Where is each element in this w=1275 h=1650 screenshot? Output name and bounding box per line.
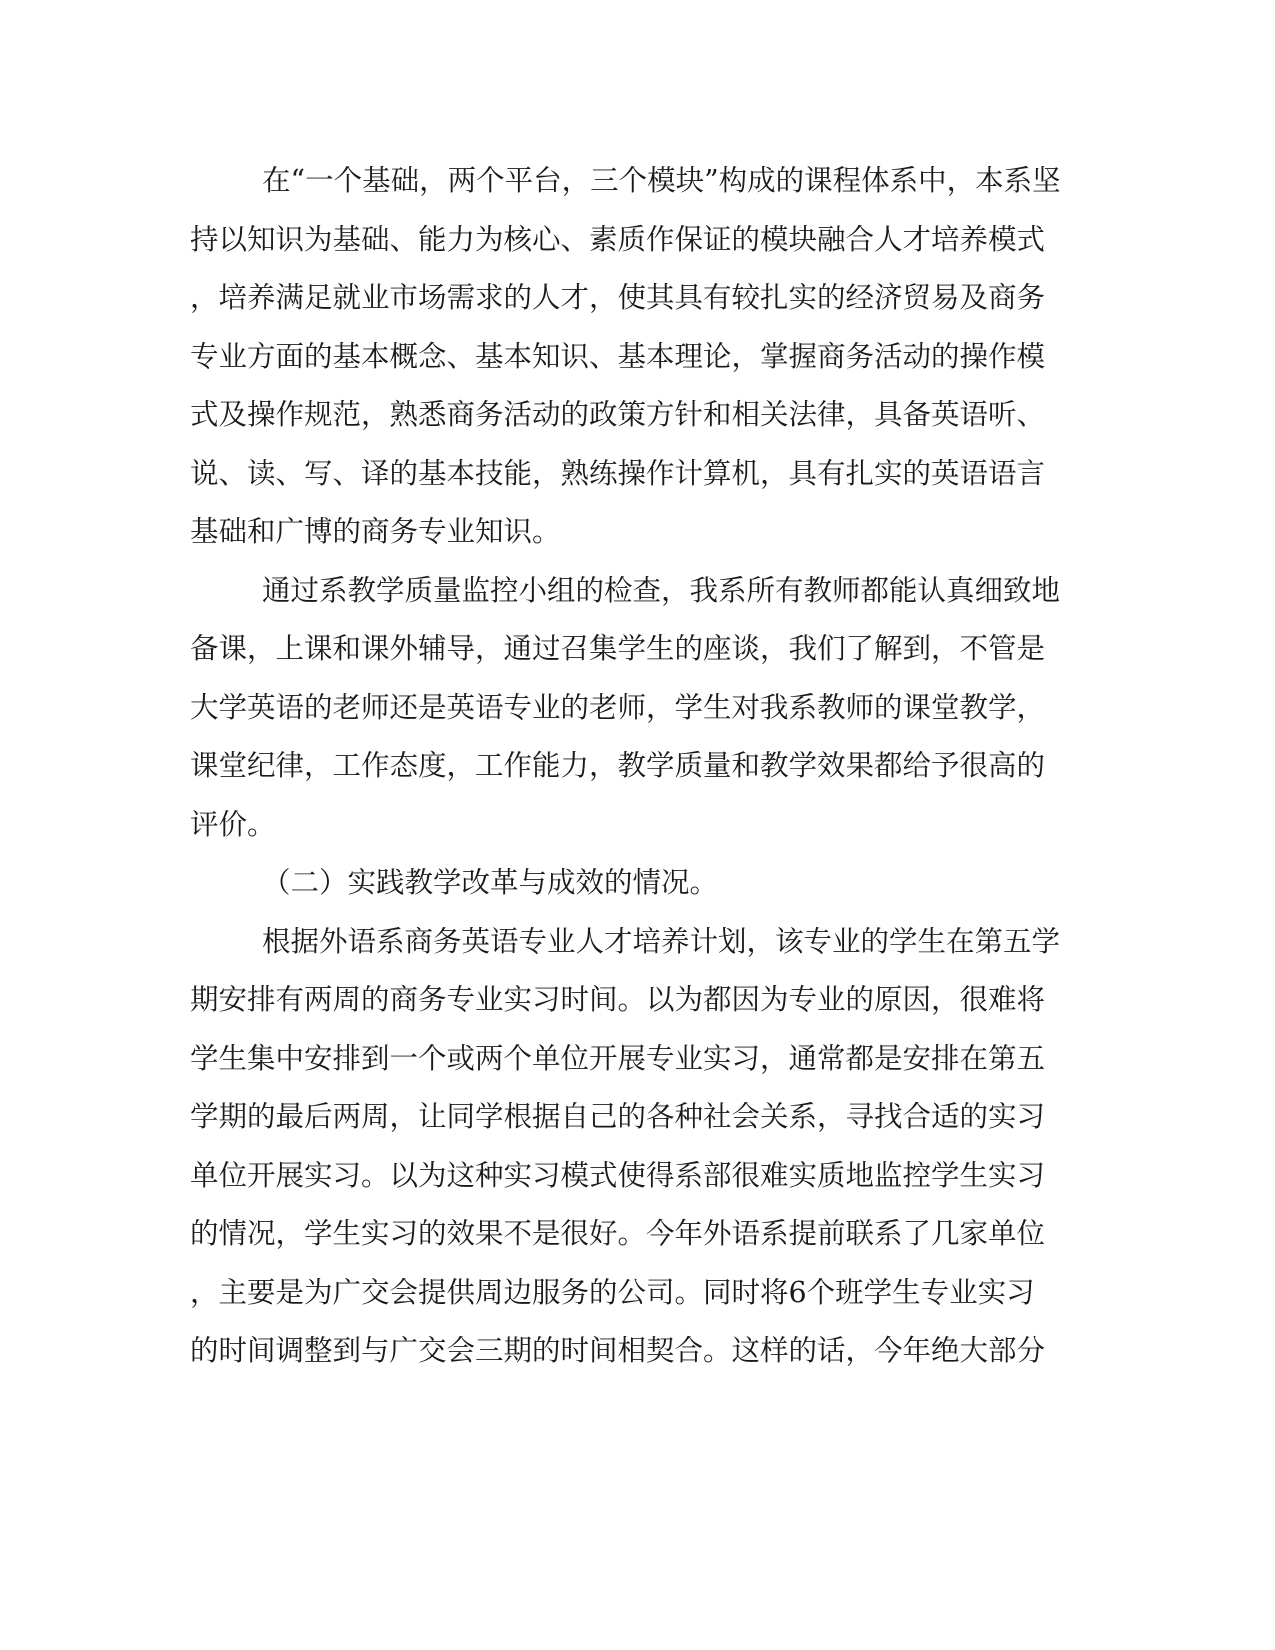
paragraph-1-line-7: 基础和广博的商务专业知识。 <box>190 515 561 548</box>
paragraph-1-line-4: 专业方面的基本概念、基本知识、基本理论，掌握商务活动的操作模 <box>190 340 1046 373</box>
paragraph-2-line-3: 大学英语的老师还是英语专业的老师，学生对我系教师的课堂教学， <box>190 691 1046 724</box>
paragraph-3-line-2: 期安排有两周的商务专业实习时间。以为都因为专业的原因，很难将 <box>190 983 1046 1016</box>
section-heading: （二）实践教学改革与成效的情况。 <box>262 866 719 899</box>
paragraph-1-line-6: 说、读、写、译的基本技能，熟练操作计算机，具有扎实的英语语言 <box>190 457 1046 490</box>
paragraph-3-line-3: 学生集中安排到一个或两个单位开展专业实习，通常都是安排在第五 <box>190 1042 1046 1075</box>
paragraph-2-line-5: 评价。 <box>190 808 276 841</box>
paragraph-1-line-3: ，培养满足就业市场需求的人才，使其具有较扎实的经济贸易及商务 <box>190 281 1046 314</box>
paragraph-3-line-4: 学期的最后两周，让同学根据自己的各种社会关系，寻找合适的实习 <box>190 1100 1046 1133</box>
paragraph-2-line-2: 备课，上课和课外辅导，通过召集学生的座谈，我们了解到，不管是 <box>190 632 1046 665</box>
paragraph-3-line-5: 单位开展实习。以为这种实习模式使得系部很难实质地监控学生实习 <box>190 1159 1046 1192</box>
paragraph-1-line-1: 在“一个基础，两个平台，三个模块”构成的课程体系中，本系坚 <box>262 164 1061 197</box>
paragraph-1-line-2: 持以知识为基础、能力为核心、素质作保证的模块融合人才培养模式 <box>190 223 1046 256</box>
paragraph-3-line-8: 的时间调整到与广交会三期的时间相契合。这样的话，今年绝大部分 <box>190 1334 1046 1367</box>
paragraph-3-line-7: ，主要是为广交会提供周边服务的公司。同时将6个班学生专业实习 <box>190 1276 1035 1309</box>
paragraph-2-line-1: 通过系教学质量监控小组的检查，我系所有教师都能认真细致地 <box>262 574 1061 607</box>
paragraph-2-line-4: 课堂纪律，工作态度，工作能力，教学质量和教学效果都给予很高的 <box>190 749 1046 782</box>
paragraph-3-line-1: 根据外语系商务英语专业人才培养计划，该专业的学生在第五学 <box>262 925 1061 958</box>
paragraph-1-line-5: 式及操作规范，熟悉商务活动的政策方针和相关法律，具备英语听、 <box>190 398 1046 431</box>
paragraph-3-line-6: 的情况，学生实习的效果不是很好。今年外语系提前联系了几家单位 <box>190 1217 1046 1250</box>
